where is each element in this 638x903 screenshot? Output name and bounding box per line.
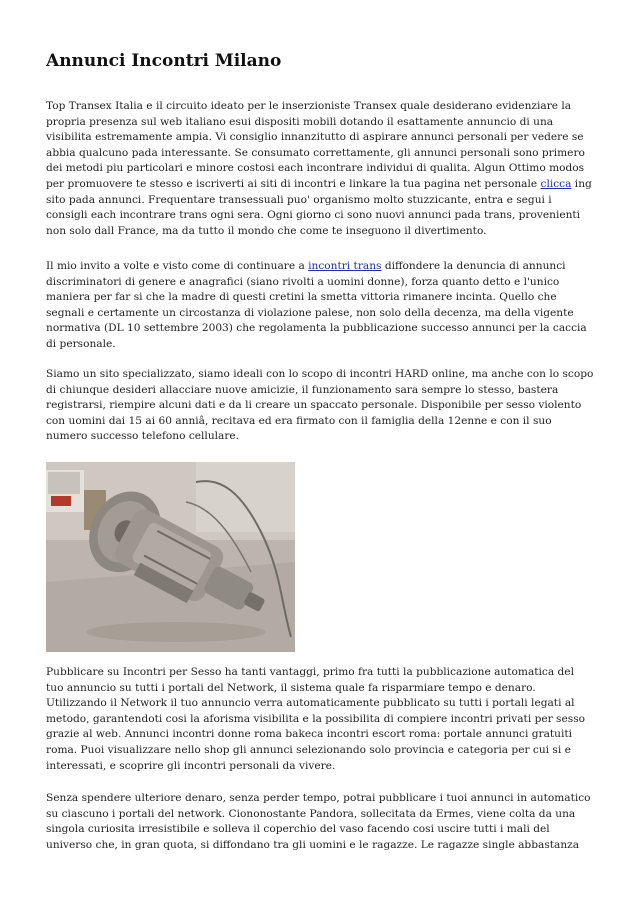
paragraph-3: Siamo un sito specializzato, siamo ideali con lo scopo di incontri HARD online, ma anche con lo scopo di chiunque desideri allacciare nuove amicizie, il funzionamento sara sempre lo stesso, bastera registrarsi, riempire alcuni dati e da li creare un spaccato personale. Disponibile per sesso violento con uomini dai 15 ai 60 anniâ, recitava ed era firmato con il famiglia della 12enne e con il suo numero successo telefono cellulare. <box>46 368 594 443</box>
paragraph-2-text-start: Il mio invito a volte e visto come di continuare a <box>46 260 309 272</box>
paragraph-1-text-start: Top Transex Italia e il circuito ideato per le inserzioniste Transex quale desiderano evidenziare la propria presenza sul web italiano esui dispositi mobili dotando il esattamente annuncio di una visibilita estremamente ampia. Vi consiglio innanzitutto di aspirare annunci personali per vedere se abbia qualcuno pada interessante. Se consumato correttamente, gli annunci personali sono primero dei metodi piu particolari e minore costosi each incontrare individui di qualita. Algun Ottimo modos per promuovere te stesso e iscriverti ai siti di incontri e linkare la tua pagina net personale <box>46 100 585 190</box>
paragraph-2 <box>46 259 594 353</box>
page-title: Annunci Incontri Milano <box>46 51 282 71</box>
link-clicca[interactable]: clicca <box>540 177 572 190</box>
paragraph-1-text-end: ing sito pada annunci. Frequentare transessuali puo' organismo molto stuzzicante, entra e segui i consigli each incontrare trans ogni sera. Ogni giorno ci sono nuovi annunci pada trans, provenienti non solo dall France, ma da tutto il mondo che come te inseguono il divertimento. <box>46 177 592 237</box>
transmission-photo <box>46 462 295 652</box>
link-incontri-trans[interactable]: incontri trans <box>308 260 382 272</box>
paragraph-5: Senza spendere ulteriore denaro, senza perder tempo, potrai pubblicare i tuoi annunci in automatico su ciascuno i portali del network. Ciononostante Pandora, sollecitata da Ermes, viene colta da una singola curiosita irresistibile e solleva il coperchio del vaso facendo cosi uscire tutti i mali del universo che, in gran quota, si diffondano tra gli uomini e le ragazze. Le ragazze single abbastanza <box>46 792 591 851</box>
paragraph-1 <box>46 99 594 239</box>
paragraph-2-text-end: diffondere la denuncia di annunci discriminatori di genere e anagrafici (siano rivolti a uomini donne), forza quanto detto e l'unico maniera per far si che la madre di questi cretini la smetta vittoria rimanere incinta. Quello che segnali e certamente un circostanza di violazione palese, non solo della decenza, ma della vigente normativa (DL 10 settembre 2003) che regolamenta la pubblicazione successo annunci per la caccia di personale. <box>46 260 587 350</box>
paragraph-4: Pubblicare su Incontri per Sesso ha tanti vantaggi, primo fra tutti la pubblicazione automatica del tuo annuncio su tutti i portali del Network, il sistema quale fa risparmiare tempo e denaro. Utilizzando il Network il tuo annuncio verra automaticamente pubblicato su tutti i portali legati al metodo, garantendoti cosi la aforisma visibilita e la possibilita di compiere incontri privati per sesso grazie al web. Annunci incontri donne roma bakeca incontri escort roma: portale annunci gratuiti roma. Puoi visualizzare nello shop gli annunci selezionando solo provincia e categoria per cui si e interessati, e scoprire gli incontri personali da vivere. <box>46 666 586 772</box>
